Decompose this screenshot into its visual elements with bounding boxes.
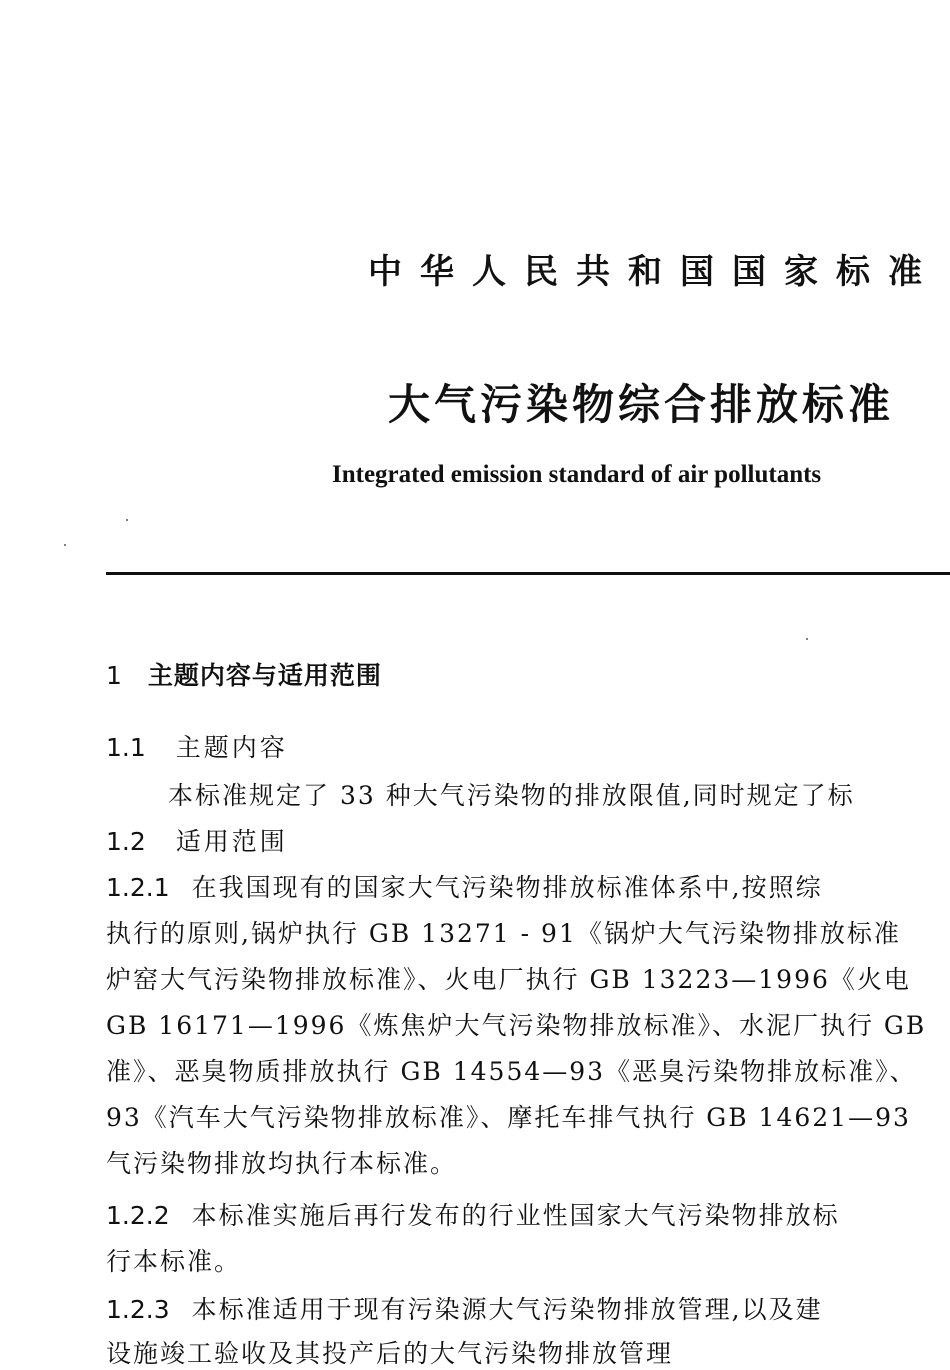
paragraph-line: 气污染物排放均执行本标准。 (106, 1149, 458, 1178)
paragraph-line (106, 1196, 840, 1232)
paragraph-line: 93《汽车大气污染物排放标准》、摩托车排气执行 GB 14621—93 (106, 1103, 911, 1132)
section-title: 主题内容与适用范围 (147, 661, 382, 690)
clause-text: 在我国现有的国家大气污染物排放标准体系中,按照综 (191, 873, 823, 902)
paragraph-line: 本标准规定了 33 种大气污染物的排放限值,同时规定了标 (168, 781, 855, 810)
section-1-heading (106, 656, 382, 692)
scan-speck (806, 638, 808, 640)
header-divider (106, 572, 950, 575)
paragraph-line: 准》、恶臭物质排放执行 GB 14554—93《恶臭污染物排放标准》、 (106, 1057, 917, 1086)
clause-text: 本标准实施后再行发布的行业性国家大气污染物排放标 (191, 1201, 840, 1230)
paragraph-line (106, 1290, 823, 1326)
document-title: 大气污染物综合排放标准 (388, 380, 895, 429)
scan-speck (64, 544, 66, 546)
section-number: 1.1 (106, 733, 146, 762)
document-subtitle-english: Integrated emission standard of air pollutants (332, 461, 822, 488)
paragraph-line: 炉窑大气污染物排放标准》、火电厂执行 GB 13223—1996《火电 (106, 965, 911, 994)
clause-number: 1.2.1 (106, 873, 170, 902)
paragraph-line: 执行的原则,锅炉执行 GB 13271 - 91《锅炉大气污染物排放标准 (106, 919, 901, 948)
scan-speck (126, 519, 128, 521)
section-number: 1.2 (106, 827, 146, 856)
paragraph-line: GB 16171—1996《炼焦炉大气污染物排放标准》、水泥厂执行 GB (106, 1011, 927, 1040)
clause-text: 本标准适用于现有污染源大气污染物排放管理,以及建 (191, 1295, 823, 1324)
paragraph-line (106, 868, 823, 904)
clause-number: 1.2.2 (106, 1201, 170, 1230)
section-title: 适用范围 (175, 827, 288, 856)
paragraph-line: 行本标准。 (106, 1247, 242, 1276)
section-number: 1 (106, 661, 122, 690)
section-title: 主题内容 (175, 733, 288, 762)
section-1-1-heading (106, 728, 288, 764)
paragraph-line: 设施竣工验收及其投产后的大气污染物排放管理 (106, 1339, 674, 1368)
standard-header: 中华人民共和国国家标准 (368, 252, 940, 292)
section-1-2-heading (106, 822, 288, 858)
clause-number: 1.2.3 (106, 1295, 170, 1324)
